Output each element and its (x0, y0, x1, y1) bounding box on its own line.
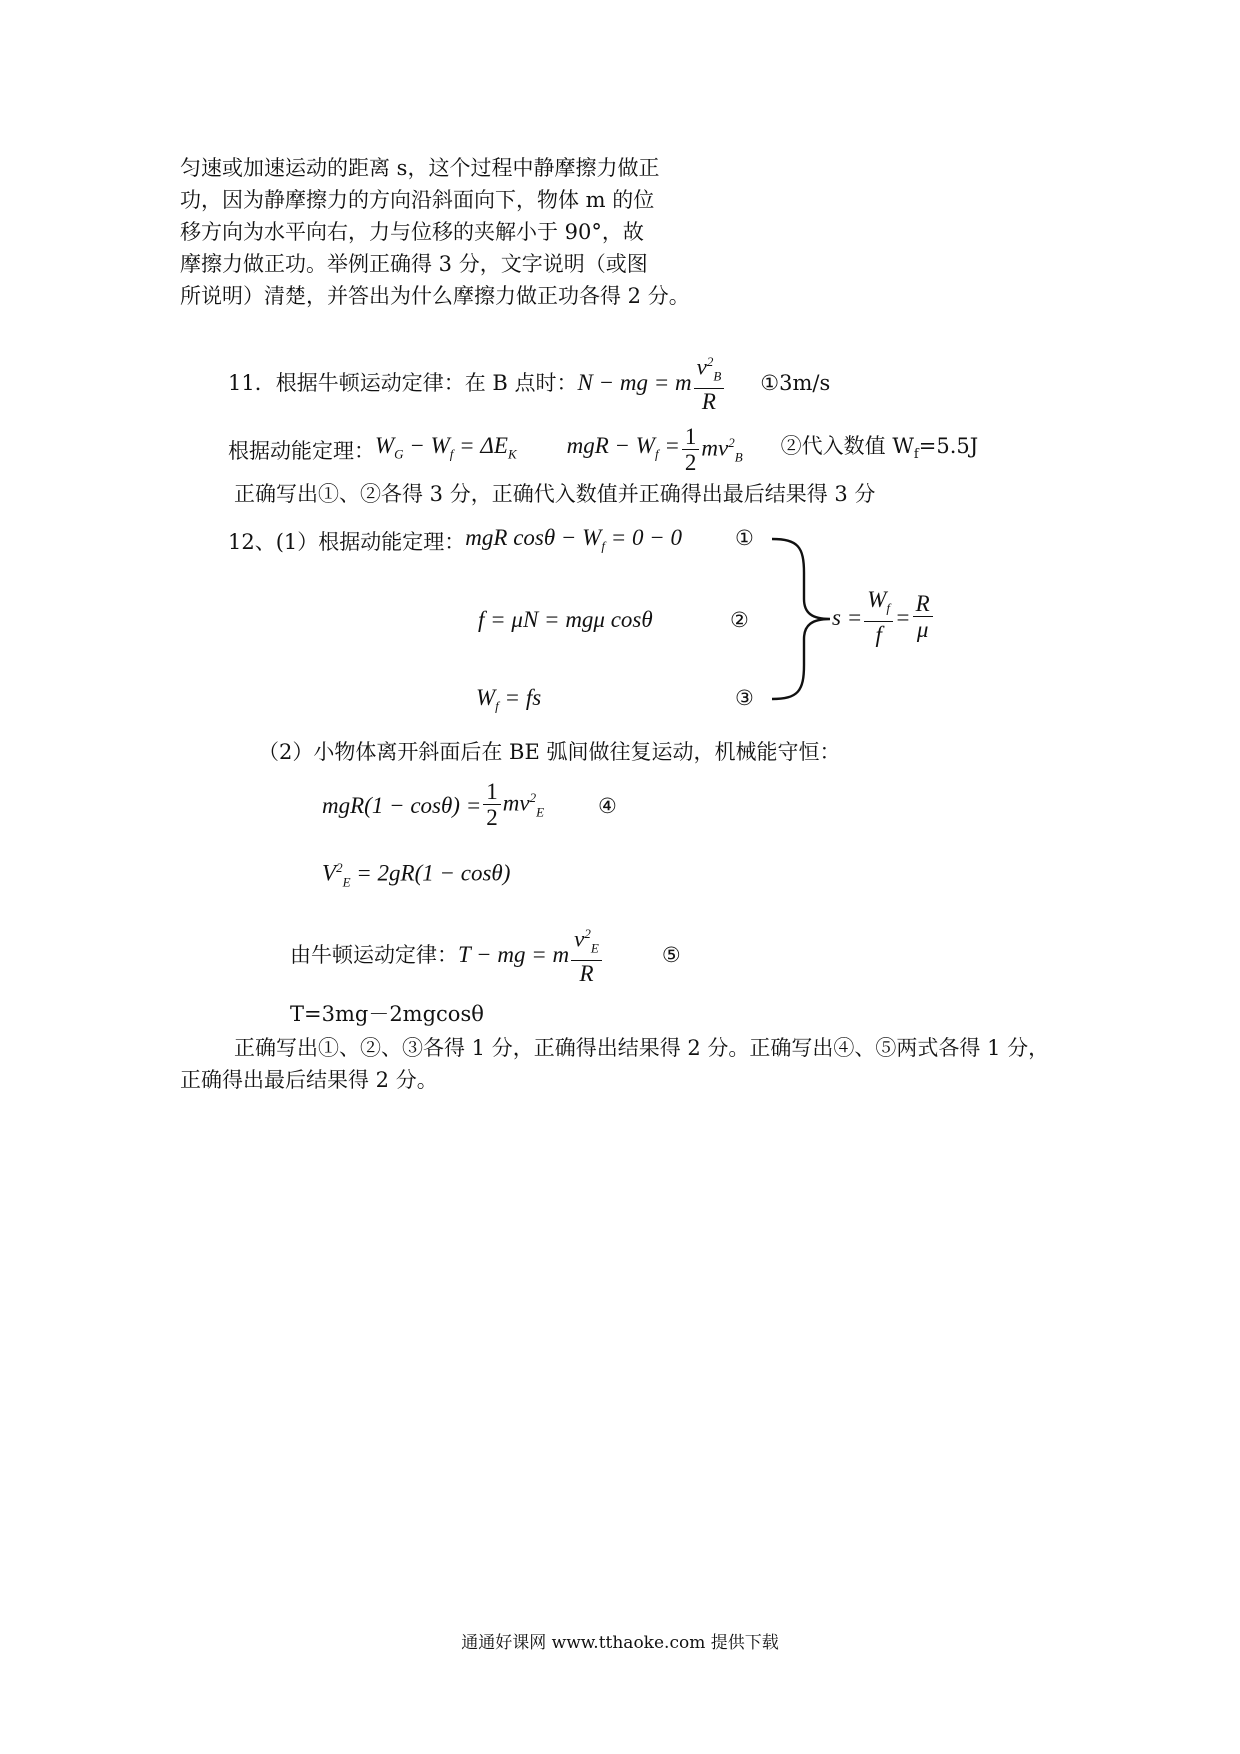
q12-eq4-fraction: $\frac{1}{2}$ (483, 780, 501, 831)
q11-lead: 11．根据牛顿运动定律：在 B 点时： (228, 370, 578, 395)
brace-fraction-1: $\frac{W_f}{f}$ (864, 588, 893, 648)
q11-lead2: 根据动能定理： (228, 438, 375, 463)
q12-eq3: $W_f$ = fs (476, 685, 542, 714)
q12-newton-lead: 由牛顿运动定律： (290, 942, 458, 967)
q12-eq6-fraction: $\frac{v^2_E}{R}$ (571, 922, 602, 987)
intro-line: 功，因为静摩擦力的方向沿斜面向下，物体 m 的位 (180, 188, 655, 212)
q12-eq5: $V^2_E = 2gR(1 - \cos\theta)$ (322, 860, 511, 890)
intro-line: 所说明）清楚，并答出为什么摩擦力做正功各得 2 分。 (180, 284, 690, 308)
q12-scoring-line1: 正确写出①、②、③各得 1 分，正确得出结果得 2 分。正确写出④、⑤两式各得 1 分， (234, 1036, 1050, 1060)
q11-eq1-fraction: $\frac{v^2_B}{R}$ (694, 350, 725, 415)
q12-eq4-lhs: mgR(1 − cosθ) = (322, 792, 482, 818)
q12-eq6-line (290, 922, 681, 987)
q11-scoring: 正确写出①、②各得 3 分，正确代入数值并正确得出最后结果得 3 分 (234, 482, 876, 506)
intro-paragraph (180, 152, 690, 312)
q11-line2 (228, 425, 978, 476)
q11-eq3-rhs: $mv^2_B$ (701, 435, 743, 465)
intro-line: 匀速或加速运动的距离 s，这个过程中静摩擦力做正 (180, 156, 660, 180)
q11-result1: ①3m/s (760, 370, 831, 395)
footer-text: 通通好课网 www.tthaoke.com 提供下载 (461, 1633, 779, 1653)
q11-line1 (228, 350, 830, 415)
q12-result: T=3mg－2mgcosθ (290, 1002, 484, 1026)
q12-eq1: mgR $\cos\theta - W_f = 0 - 0$ (465, 525, 682, 554)
q12-lead: 12、(1）根据动能定理： (228, 530, 466, 555)
q11-eq2: $W_G - W_f = \Delta E_K$ (375, 433, 517, 462)
q12-line1 (228, 522, 682, 563)
q11-eq3: mgR − $W_f$ = (566, 433, 680, 462)
q11-eq3-fraction: $\frac{1}{2}$ (682, 425, 700, 476)
q12-mark5: ⑤ (661, 942, 681, 967)
q12-eq2: f = μN = mgμ cosθ (478, 607, 653, 632)
brace-fraction-2: $\frac{R}{\mu}$ (913, 592, 933, 643)
q12-part2-lead: （2）小物体离开斜面后在 BE 弧间做往复运动，机械能守恒： (258, 740, 841, 764)
q12-mark3: ③ (735, 686, 754, 710)
right-brace-icon (768, 533, 838, 703)
q12-eq6-lhs: T − mg = m (458, 941, 570, 967)
q11-eq1-lhs: N − mg = m (577, 369, 692, 395)
q12-brace-result: s = $\frac{W_f}{f}$ = $\frac{R}{\mu}$ (832, 588, 935, 648)
intro-line: 摩擦力做正功。举例正确得 3 分，文字说明（或图 (180, 252, 648, 276)
q12-mark2: ② (730, 608, 749, 632)
q12-scoring-line2: 正确得出最后结果得 2 分。 (180, 1068, 438, 1092)
q12-eq4-line (322, 780, 617, 831)
q12-mark1: ① (735, 526, 754, 550)
q11-result2: ②代入数值 $W_f=5.5J$ (780, 433, 979, 463)
q12-eq4-rhs: $mv^2_E$ (502, 790, 545, 820)
intro-line: 移方向为水平向右，力与位移的夹解小于 90°，故 (180, 220, 644, 244)
q12-mark4: ④ (598, 793, 617, 818)
